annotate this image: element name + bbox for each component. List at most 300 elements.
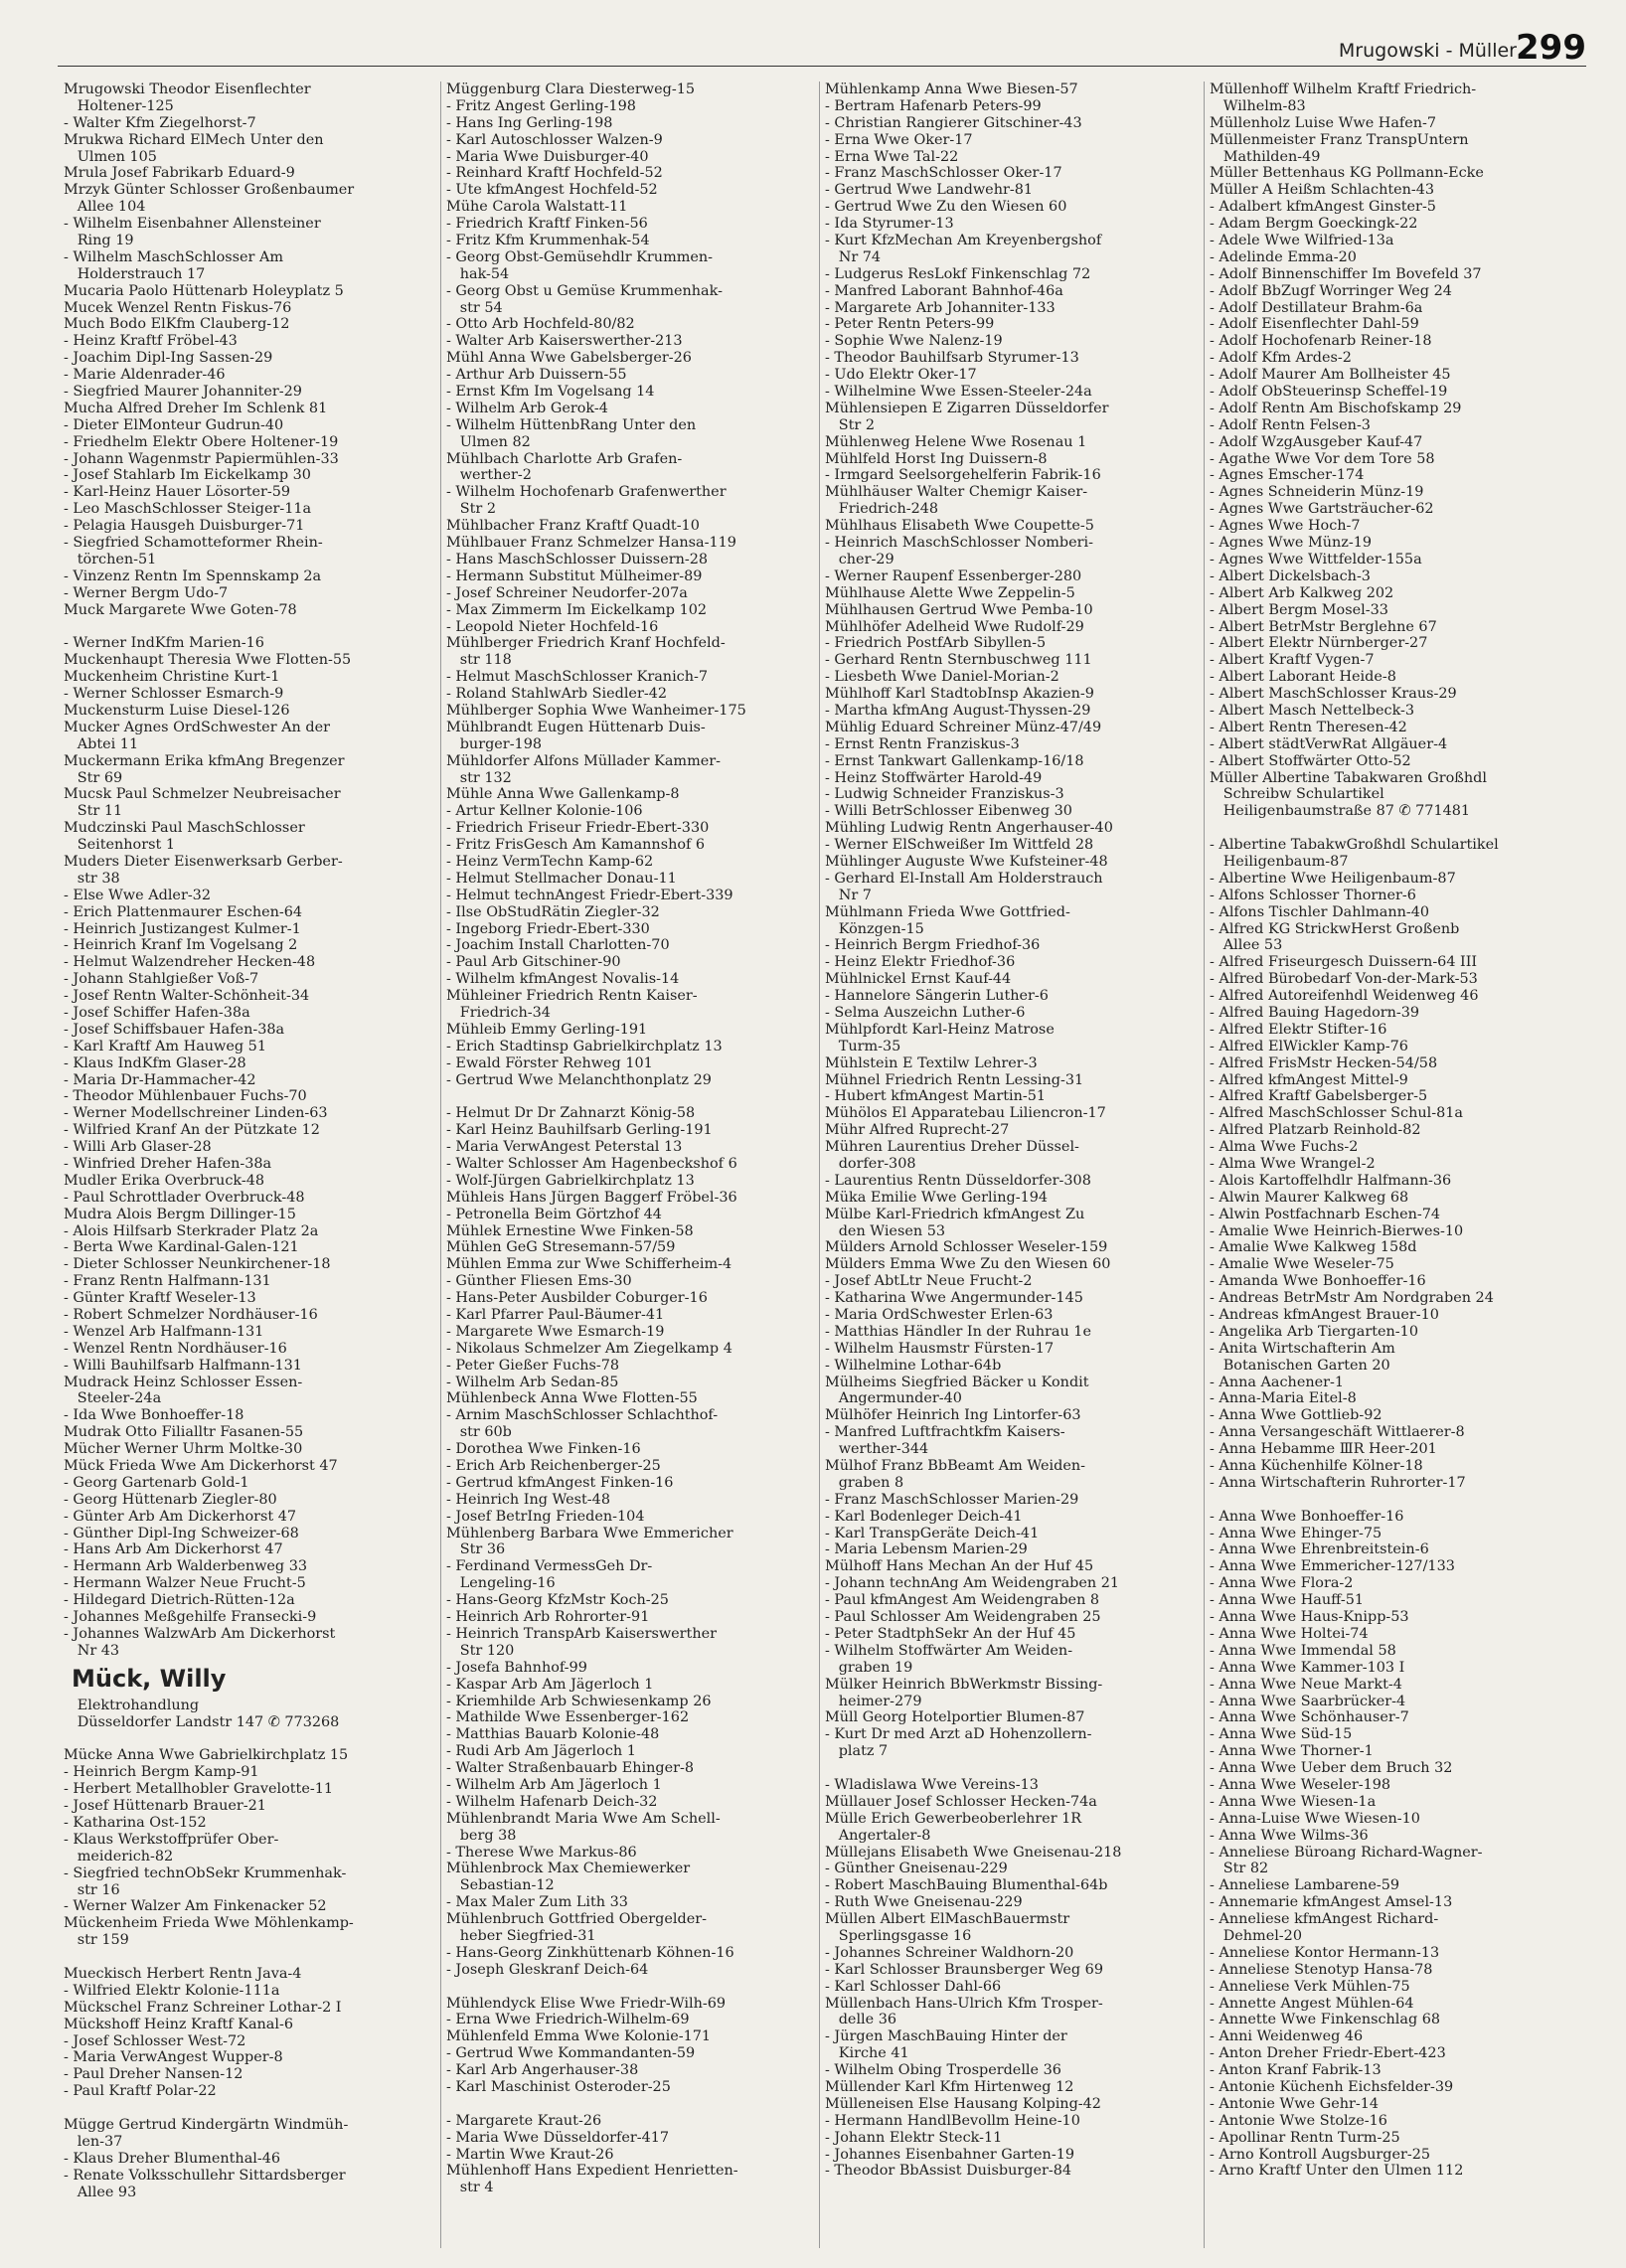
directory-entry: - Karl Autoschlosser Walzen-9 (446, 131, 663, 148)
directory-entry: - Ingeborg Friedr-Ebert-330 (446, 920, 650, 937)
directory-entry: - Walter Straßenbauarb Ehinger-8 (446, 1760, 694, 1777)
directory-entry: - Selma Auszeichn Luther-6 (825, 1004, 1026, 1021)
directory-entry: - Wilhelm Arb Am Jägerloch 1 (446, 1776, 662, 1793)
directory-entry: - Wilhelm Arb Gerok-4 (446, 400, 608, 416)
directory-entry: - Wilhelm Stoffwärter Am Weiden- (825, 1642, 1073, 1659)
directory-entry: Mühlenkamp Anna Wwe Biesen-57 (825, 81, 1078, 97)
directory-entry: - Christian Rangierer Gitschiner-43 (825, 114, 1082, 131)
directory-entry: - Arno Kraftf Unter den Ulmen 112 (1210, 2163, 1464, 2180)
directory-entry: Könzgen-15 (825, 920, 924, 937)
directory-entry: - Anna Wwe Süd-15 (1210, 1726, 1353, 1743)
directory-entry: hak-54 (446, 265, 510, 282)
directory-entry: str 54 (446, 299, 503, 316)
directory-entry (1210, 1492, 1585, 1509)
directory-entry: - Anneliese Lambarene-59 (1210, 1877, 1400, 1894)
directory-entry: Mühlenbruch Gottfried Obergelder- (446, 1911, 707, 1928)
directory-entry: - Anita Wirtschafterin Am (1210, 1340, 1395, 1357)
directory-entry: - Gertrud Wwe Kommandanten-59 (446, 2045, 696, 2062)
directory-entry: - Hildegard Dietrich-Rütten-12a (64, 1592, 295, 1609)
directory-entry: str 159 (64, 1932, 129, 1949)
directory-entry: - Hans-Peter Ausbilder Coburger-16 (446, 1290, 708, 1307)
directory-entry: Nr 7 (825, 887, 872, 903)
directory-entry: - Josef Schiffer Hafen-38a (64, 1004, 250, 1021)
directory-entry: - Adalbert kfmAngest Ginster-5 (1210, 199, 1436, 216)
directory-entry: - Josef Schreiner Neudorfer-207a (446, 584, 688, 601)
directory-entry: Mühlen Emma zur Wwe Schifferheim-4 (446, 1256, 732, 1273)
directory-entry: - Theodor Bauhilfsarb Styrumer-13 (825, 350, 1079, 367)
directory-entry: - Josef Schiffsbauer Hafen-38a (64, 1021, 285, 1038)
directory-entry: - Dorothea Wwe Finken-16 (446, 1441, 641, 1458)
directory-entry: Mülle Erich Gewerbeoberlehrer 1R (825, 1810, 1082, 1827)
directory-entry: - Otto Arb Hochfeld-80/82 (446, 316, 635, 333)
directory-entry: - Maria Wwe Duisburger-40 (446, 148, 649, 165)
directory-entry: - Adolf Binnenschiffer Im Bovefeld 37 (1210, 265, 1482, 282)
directory-entry: - Wilhelm Obing Trosperdelle 36 (825, 2062, 1061, 2079)
directory-entry: Müller Bettenhaus KG Pollmann-Ecke (1210, 165, 1484, 182)
directory-entry: - Theodor BbAssist Duisburger-84 (825, 2163, 1072, 2180)
page-header (58, 28, 1586, 67)
directory-entry: Abtei 11 (64, 735, 139, 752)
directory-entry: Mrzyk Günter Schlosser Großenbaumer (64, 182, 355, 199)
directory-entry: Mudrack Heinz Schlosser Essen- (64, 1374, 303, 1390)
directory-entry: Mühlenbrock Max Chemiewerker (446, 1861, 691, 1877)
directory-entry: - Walter Schlosser Am Hagenbeckshof 6 (446, 1156, 737, 1172)
directory-entry: burger-198 (446, 735, 543, 752)
directory-entry: - Arthur Arb Duissern-55 (446, 367, 627, 384)
directory-entry: - Alfred Platzarb Reinhold-82 (1210, 1122, 1421, 1139)
directory-entry: Müllauer Josef Schlosser Hecken-74a (825, 1793, 1097, 1810)
directory-entry: - Anna Hebamme ⅢR Heer-201 (1210, 1441, 1437, 1458)
directory-entry: graben 19 (825, 1659, 913, 1676)
directory-entry: - Dieter ElMonteur Gudrun-40 (64, 416, 284, 433)
directory-entry: - Heinrich Kranf Im Vogelsang 2 (64, 937, 298, 954)
directory-entry: - Fritz Kfm Krummenhak-54 (446, 233, 650, 249)
directory-entry: - Hubert kfmAngest Martin-51 (825, 1088, 1047, 1105)
directory-entry: Mudler Erika Overbruck-48 (64, 1172, 265, 1189)
directory-entry: - Albertine Wwe Heiligenbaum-87 (1210, 870, 1456, 887)
directory-entry: - Karl Kraftf Am Hauweg 51 (64, 1038, 266, 1054)
directory-entry: - Bertram Hafenarb Peters-99 (825, 97, 1042, 114)
directory-entry: Mülker Heinrich BbWerkmstr Bissing- (825, 1676, 1103, 1693)
directory-entry: - Anneliese kfmAngest Richard- (1210, 1911, 1439, 1928)
directory-entry: Mücke Anna Wwe Gabrielkirchplatz 15 (64, 1747, 349, 1764)
directory-entry: Müllenholz Luise Wwe Hafen-7 (1210, 114, 1437, 131)
directory-entry: - Ida Styrumer-13 (825, 216, 954, 233)
directory-entry: - Albert Rentn Theresen-42 (1210, 719, 1407, 735)
directory-entry: - Anna Aachener-1 (1210, 1374, 1345, 1390)
directory-entry: Mueckisch Herbert Rentn Java-4 (64, 1965, 302, 1982)
directory-entry: - Robert MaschBauing Blumenthal-64b (825, 1877, 1108, 1894)
directory-entry: - Josef BetrIng Frieden-104 (446, 1508, 645, 1525)
directory-entry: - Amalie Wwe Weseler-75 (1210, 1256, 1394, 1273)
directory-entry: - Erich Arb Reichenberger-25 (446, 1458, 661, 1475)
directory-entry: den Wiesen 53 (825, 1222, 946, 1239)
directory-entry: - Peter Gießer Fuchs-78 (446, 1357, 620, 1374)
directory-entry: - Agnes Schneiderin Münz-19 (1210, 484, 1424, 501)
directory-entry: - Anna Wirtschafterin Ruhrorter-17 (1210, 1474, 1466, 1491)
directory-entry: - Anna-Maria Eitel-8 (1210, 1390, 1357, 1407)
directory-entry: - Günter Kraftf Weseler-13 (64, 1290, 256, 1307)
directory-entry: - Anneliese Stenotyp Hansa-78 (1210, 1961, 1433, 1978)
directory-entry: - Dieter Schlosser Neunkirchener-18 (64, 1256, 331, 1273)
directory-entry: - Albertine TabakwGroßhdl Schulartikel (1210, 837, 1499, 854)
directory-entry: Mühr Alfred Ruprecht-27 (825, 1122, 1010, 1139)
directory-entry: - Erna Wwe Oker-17 (825, 131, 973, 148)
directory-entry: Mühling Ludwig Rentn Angerhauser-40 (825, 820, 1113, 837)
directory-entry: - Gerhard Rentn Sternbuschweg 111 (825, 652, 1092, 669)
directory-entry: - Klaus Dreher Blumenthal-46 (64, 2150, 281, 2167)
directory-entry: - Martha kfmAng August-Thyssen-29 (825, 702, 1091, 719)
directory-entry: Mühlenhoff Hans Expedient Henrietten- (446, 2163, 738, 2180)
directory-entry (1210, 820, 1585, 837)
directory-entry: len-37 (64, 2133, 123, 2150)
directory-entry: - Anna Versangeschäft Wittlaerer-8 (1210, 1424, 1465, 1441)
directory-entry: - Max Zimmerm Im Eickelkamp 102 (446, 601, 708, 618)
directory-entry: - Wilhelmine Wwe Essen-Steeler-24a (825, 384, 1092, 401)
directory-entry: Müll Georg Hotelportier Blumen-87 (825, 1709, 1085, 1726)
directory-entry: - Irmgard Seelsorgehelferin Fabrik-16 (825, 467, 1101, 484)
directory-entry: - Leopold Nieter Hochfeld-16 (446, 618, 659, 635)
directory-entry: - Vinzenz Rentn Im Spennskamp 2a (64, 567, 322, 584)
column-4 (1210, 81, 1585, 2248)
directory-entry: Muders Dieter Eisenwerksarb Gerber- (64, 853, 343, 870)
directory-entry: - Heinrich TranspArb Kaiserswerther (446, 1625, 717, 1642)
directory-entry: - Anna Wwe Neue Markt-4 (1210, 1676, 1402, 1693)
directory-entry: Mühl Anna Wwe Gabelsberger-26 (446, 350, 692, 367)
directory-entry: - Adele Wwe Wilfried-13a (1210, 233, 1394, 249)
directory-entry: - Karl Pfarrer Paul-Bäumer-41 (446, 1307, 665, 1324)
directory-entry: - Margarete Wwe Esmarch-19 (446, 1323, 665, 1340)
directory-entry: Mudrak Otto Filialltr Fasanen-55 (64, 1424, 304, 1441)
directory-entry: Mühlinger Auguste Wwe Kufsteiner-48 (825, 853, 1108, 870)
directory-entry: Elektrohandlung (64, 1697, 200, 1713)
directory-entry: - Alfons Tischler Dahlmann-40 (1210, 903, 1430, 920)
directory-entry: - Andreas BetrMstr Am Nordgraben 24 (1210, 1290, 1494, 1307)
directory-entry: - Heinrich Arb Rohrorter-91 (446, 1609, 650, 1626)
directory-entry: Mudczinski Paul MaschSchlosser (64, 820, 305, 837)
directory-entry: - Friedhelm Elektr Obere Holtener-19 (64, 433, 339, 450)
directory-entry: Muck Margarete Wwe Goten-78 (64, 601, 297, 618)
directory-entry: Müller A Heißm Schlachten-43 (1210, 182, 1435, 199)
directory-entry: Mrula Josef Fabrikarb Eduard-9 (64, 165, 295, 182)
directory-entry: Allee 93 (64, 2184, 137, 2200)
directory-entry: - Kurt Dr med Arzt aD Hohenzollern- (825, 1726, 1092, 1743)
directory-entry (64, 2100, 439, 2117)
directory-entry: Mühle Anna Wwe Gallenkamp-8 (446, 786, 680, 803)
directory-entry: - Max Maler Zum Lith 33 (446, 1894, 628, 1911)
directory-entry: Mühe Carola Walstatt-11 (446, 199, 628, 216)
directory-entry: - Albert städtVerwRat Allgäuer-4 (1210, 735, 1448, 752)
directory-entry: - Johann technAng Am Weidengraben 21 (825, 1575, 1120, 1592)
directory-entry: - Johannes Meßgehilfe Fransecki-9 (64, 1609, 317, 1626)
directory-entry: - Laurentius Rentn Düsseldorfer-308 (825, 1172, 1091, 1189)
page-number: 299 (1516, 28, 1586, 68)
directory-entry: - Wilhelm MaschSchlosser Am (64, 248, 284, 265)
directory-entry: - Anneliese Büroang Richard-Wagner- (1210, 1844, 1483, 1861)
directory-entry: - Adam Bergm Goeckingk-22 (1210, 216, 1418, 233)
directory-entry: - Ernst Tankwart Gallenkamp-16/18 (825, 752, 1084, 769)
directory-entry: - Gerhard El-Install Am Holderstrauch (825, 870, 1103, 887)
directory-entry: - Alfred Friseurgesch Duissern-64 III (1210, 954, 1478, 971)
directory-entry: - Anna Wwe Hauff-51 (1210, 1592, 1365, 1609)
directory-entry: Mücher Werner Uhrm Moltke-30 (64, 1441, 303, 1458)
directory-entry: - Gertrud Wwe Zu den Wiesen 60 (825, 199, 1067, 216)
directory-entry: - Leo MaschSchlosser Steiger-11a (64, 501, 312, 518)
directory-entry: - Katharina Ost-152 (64, 1814, 207, 1831)
directory-entry: törchen-51 (64, 551, 157, 567)
directory-entry: - Werner Walzer Am Finkenacker 52 (64, 1898, 327, 1915)
directory-entry: - Werner IndKfm Marien-16 (64, 635, 264, 652)
directory-entry: Sebastian-12 (446, 1877, 555, 1894)
directory-entry: - Ida Wwe Bonhoeffer-18 (64, 1407, 244, 1424)
directory-entry: - Liesbeth Wwe Daniel-Morian-2 (825, 669, 1059, 686)
directory-entry: Lengeling-16 (446, 1575, 556, 1592)
directory-entry: - Annemarie kfmAngest Amsel-13 (1210, 1894, 1453, 1911)
directory-entry: - Heinrich Justizangest Kulmer-1 (64, 920, 301, 937)
directory-entry: - Anneliese Kontor Hermann-13 (1210, 1944, 1440, 1961)
directory-entry: - Günther Gneisenau-229 (825, 1861, 1008, 1877)
directory-entry: Mucaria Paolo Hüttenarb Holeyplatz 5 (64, 282, 344, 299)
directory-entry: - Angelika Arb Tiergarten-10 (1210, 1323, 1418, 1340)
directory-entry: - Alwin Maurer Kalkweg 68 (1210, 1189, 1409, 1206)
directory-entry: - Amanda Wwe Bonhoeffer-16 (1210, 1273, 1426, 1290)
directory-entry: - Hermann HandlBevollm Heine-10 (825, 2112, 1080, 2129)
directory-entry: - Arnim MaschSchlosser Schlachthof- (446, 1407, 719, 1424)
directory-entry: Mühlbacher Franz Kraftf Quadt-10 (446, 518, 700, 535)
directory-entry: Nr 43 (64, 1642, 120, 1659)
directory-entry: - Wolf-Jürgen Gabrielkirchplatz 13 (446, 1172, 695, 1189)
directory-entry: - Wilfried Kranf An der Pützkate 12 (64, 1122, 320, 1139)
directory-entry: Mülheims Siegfried Bäcker u Kondit (825, 1374, 1089, 1390)
directory-entry: Mügge Gertrud Kindergärtn Windmüh- (64, 2116, 349, 2133)
directory-entry: Allee 53 (1210, 937, 1283, 954)
directory-entry: Ulmen 82 (446, 433, 531, 450)
directory-entry: - Petronella Beim Görtzhof 44 (446, 1206, 662, 1222)
directory-entry: - Siegfried Schamotteformer Rhein- (64, 535, 323, 552)
directory-entry: - Fritz FrisGesch Am Kamannshof 6 (446, 837, 706, 854)
directory-entry: - Renate Volksschullehr Sittardsberger (64, 2167, 346, 2184)
directory-entry: - Johann Elektr Steck-11 (825, 2129, 1003, 2146)
directory-entry: Mühlig Eduard Schreiner Münz-47/49 (825, 719, 1102, 735)
directory-entry: - Karl Schlosser Braunsberger Weg 69 (825, 1961, 1103, 1978)
directory-entry: Müllen Albert ElMaschBauermstr (825, 1911, 1070, 1928)
directory-entry: - Werner Modellschreiner Linden-63 (64, 1105, 328, 1122)
directory-entry: Ring 19 (64, 233, 134, 249)
directory-entry: - Karl Heinz Bauhilfsarb Gerling-191 (446, 1122, 713, 1139)
directory-entry: - Udo Elektr Oker-17 (825, 367, 977, 384)
directory-entry: - Anna-Luise Wwe Wiesen-10 (1210, 1810, 1420, 1827)
directory-entry: - Klaus IndKfm Glaser-28 (64, 1054, 246, 1071)
directory-entry: - Manfred Luftfrachtkfm Kaisers- (825, 1424, 1065, 1441)
directory-entry: - Albert Arb Kalkweg 202 (1210, 584, 1394, 601)
directory-entry: - Therese Wwe Markus-86 (446, 1844, 637, 1861)
directory-entry: - Arno Kontroll Augsburger-25 (1210, 2146, 1431, 2163)
directory-entry: - Anna Wwe Gottlieb-92 (1210, 1407, 1382, 1424)
directory-entry: - Nikolaus Schmelzer Am Ziegelkamp 4 (446, 1340, 732, 1357)
directory-entry: Mühölos El Apparatebau Liliencron-17 (825, 1105, 1106, 1122)
directory-entry: Str 2 (446, 501, 496, 518)
directory-entry: - Wilfried Elektr Kolonie-111a (64, 1982, 280, 1999)
directory-entry: Friedrich-34 (446, 1004, 551, 1021)
directory-entry: - Johannes Schreiner Waldhorn-20 (825, 1944, 1074, 1961)
directory-entry: - Heinrich MaschSchlosser Nomberi- (825, 535, 1093, 552)
directory-entry: - Manfred Laborant Bahnhof-46a (825, 282, 1063, 299)
directory-entry: cher-29 (825, 551, 894, 567)
directory-entry: Mühlhäuser Walter Chemigr Kaiser- (825, 484, 1088, 501)
directory-entry: Mülhof Franz BbBeamt Am Weiden- (825, 1458, 1085, 1475)
directory-entry: Mühlnickel Ernst Kauf-44 (825, 971, 1012, 988)
directory-entry: - Reinhard Kraftf Hochfeld-52 (446, 165, 663, 182)
directory-entry: Kirche 41 (825, 2045, 909, 2062)
directory-entry: Müllenhoff Wilhelm Kraftf Friedrich- (1210, 81, 1477, 97)
directory-entry: - Amalie Wwe Heinrich-Bierwes-10 (1210, 1222, 1464, 1239)
directory-entry: - Artur Kellner Kolonie-106 (446, 803, 643, 820)
directory-entry: - Albert BetrMstr Berglehne 67 (1210, 618, 1437, 635)
directory-entry: - Hans Arb Am Dickerhorst 47 (64, 1541, 283, 1558)
directory-entry: Seitenhorst 1 (64, 837, 175, 854)
directory-entry: - Alwin Postfachnarb Eschen-74 (1210, 1206, 1441, 1222)
directory-entry: - Albert Stoffwärter Otto-52 (1210, 752, 1411, 769)
directory-entry: - Hans Ing Gerling-198 (446, 114, 613, 131)
directory-entry: - Alfred ElWickler Kamp-76 (1210, 1038, 1408, 1054)
directory-entry: str 60b (446, 1424, 512, 1441)
column-divider (1204, 81, 1205, 2248)
directory-entry: Mühleis Hans Jürgen Baggerf Fröbel-36 (446, 1189, 737, 1206)
directory-entry: - Albert Dickelsbach-3 (1210, 567, 1371, 584)
directory-entry: - Adelinde Emma-20 (1210, 248, 1357, 265)
directory-entry: - Johannes Eisenbahner Garten-19 (825, 2146, 1074, 2163)
directory-entry: Nr 74 (825, 248, 882, 265)
directory-entry: Mülbe Karl-Friedrich kfmAngest Zu (825, 1206, 1085, 1222)
directory-entry: Ulmen 105 (64, 148, 157, 165)
directory-entry: - Albert Kraftf Vygen-7 (1210, 652, 1375, 669)
directory-entry: - Hermann Arb Walderbenweg 33 (64, 1558, 308, 1575)
directory-entry: - Wilhelm Eisenbahner Allensteiner (64, 216, 321, 233)
directory-entry: - Ilse ObStudRätin Ziegler-32 (446, 903, 660, 920)
directory-entry: - Paul Schlosser Am Weidengraben 25 (825, 1609, 1101, 1626)
directory-entry: - Alma Wwe Wrangel-2 (1210, 1156, 1376, 1172)
directory-entry: - Erna Wwe Friedrich-Wilhelm-69 (446, 2012, 690, 2028)
directory-entry: Mrukwa Richard ElMech Unter den (64, 131, 324, 148)
directory-entry: Steeler-24a (64, 1390, 162, 1407)
directory-entry: - Ute kfmAngest Hochfeld-52 (446, 182, 658, 199)
directory-entry: - Agnes Wwe Hoch-7 (1210, 518, 1361, 535)
directory-entry: Mudra Alois Bergm Dillinger-15 (64, 1206, 296, 1222)
directory-entry: - Adolf WzgAusgeber Kauf-47 (1210, 433, 1423, 450)
directory-entry: - Anna Wwe Haus-Knipp-53 (1210, 1609, 1409, 1626)
directory-entry: - Georg Obst u Gemüse Krummenhak- (446, 282, 723, 299)
directory-entry: - Friedrich Friseur Friedr-Ebert-330 (446, 820, 710, 837)
advertisement-heading: Mück, Willy (72, 1664, 227, 1693)
directory-entry: - Annette Wwe Finkenschlag 68 (1210, 2012, 1441, 2028)
directory-entry: - Wilhelm HüttenbRang Unter den (446, 416, 697, 433)
directory-entry: - Helmut Walzendreher Hecken-48 (64, 954, 316, 971)
directory-entry: - Heinz Stoffwärter Harold-49 (825, 769, 1043, 786)
directory-entry: Mühleib Emmy Gerling-191 (446, 1021, 648, 1038)
directory-entry: - Wilhelm Arb Sedan-85 (446, 1374, 619, 1390)
directory-entry: - Anna Wwe Bonhoeffer-16 (1210, 1508, 1404, 1525)
directory-entry: - Karl Arb Angerhauser-38 (446, 2062, 639, 2079)
directory-entry: - Kaspar Arb Am Jägerloch 1 (446, 1676, 654, 1693)
directory-entry: Müllejans Elisabeth Wwe Gneisenau-218 (825, 1844, 1122, 1861)
directory-entry: - Anna Wwe Holtei-74 (1210, 1625, 1369, 1642)
directory-entry: - Karl Schlosser Dahl-66 (825, 1978, 1002, 1995)
directory-entry: Düsseldorfer Landstr 147 ✆ 773268 (64, 1713, 340, 1730)
directory-entry: Mrugowski Theodor Eisenflechter (64, 81, 311, 97)
directory-entry: - Wenzel Rentn Nordhäuser-16 (64, 1340, 287, 1357)
directory-entry: - Ruth Wwe Gneisenau-229 (825, 1894, 1023, 1911)
directory-entry: - Alfons Schlosser Thorner-6 (1210, 887, 1416, 903)
directory-entry: Mucker Agnes OrdSchwester An der (64, 719, 330, 735)
directory-entry: - Josef Stahlarb Im Eickelkamp 30 (64, 467, 311, 484)
directory-entry: - Mathilde Wwe Essenberger-162 (446, 1709, 690, 1726)
directory-entry: - Alfred Autoreifenhdl Weidenweg 46 (1210, 988, 1479, 1005)
directory-entry: - Wenzel Arb Halfmann-131 (64, 1323, 264, 1340)
directory-entry: - Adolf Rentn Am Bischofskamp 29 (1210, 400, 1462, 416)
directory-entry: Friedrich-248 (825, 501, 939, 518)
directory-entry: - Wilhelm Hafenarb Deich-32 (446, 1793, 658, 1810)
directory-entry: - Erna Wwe Tal-22 (825, 148, 959, 165)
directory-entry: Mückenheim Frieda Wwe Möhlenkamp- (64, 1915, 354, 1932)
directory-entry: str 38 (64, 870, 120, 887)
directory-entry: - Anna Wwe Immendal 58 (1210, 1642, 1396, 1659)
directory-entry: - Winfried Dreher Hafen-38a (64, 1156, 272, 1172)
directory-entry: Mückschel Franz Schreiner Lothar-2 I (64, 1999, 342, 2016)
directory-entry: Angertaler-8 (825, 1827, 931, 1844)
directory-entry: Mück Frieda Wwe Am Dickerhorst 47 (64, 1458, 338, 1475)
directory-entry: - Josef Hüttenarb Brauer-21 (64, 1798, 266, 1815)
directory-entry: Mülhoff Hans Mechan An der Huf 45 (825, 1558, 1094, 1575)
directory-entry: Mathilden-49 (1210, 148, 1321, 165)
directory-entry: Müller Albertine Tabakwaren Großhdl (1210, 769, 1487, 786)
directory-entry: - Albert MaschSchlosser Kraus-29 (1210, 686, 1457, 703)
directory-entry: Mühnel Friedrich Rentn Lessing-31 (825, 1071, 1084, 1088)
directory-entry: - Herbert Metallhobler Gravelotte-11 (64, 1781, 334, 1798)
directory-entry: - Franz Rentn Halfmann-131 (64, 1273, 271, 1290)
directory-entry: Mühlberger Sophia Wwe Wanheimer-175 (446, 702, 746, 719)
directory-entry: Mühlen GeG Stresemann-57/59 (446, 1239, 676, 1256)
directory-entry: - Albert Laborant Heide-8 (1210, 669, 1396, 686)
directory-entry: meiderich-82 (64, 1848, 174, 1864)
directory-entry: - Heinrich Ing West-48 (446, 1491, 610, 1508)
directory-entry: - Adolf Destillateur Brahm-6a (1210, 299, 1423, 316)
directory-entry (64, 1949, 439, 1966)
directory-entry: Schreibw Schulartikel (1210, 786, 1384, 803)
directory-entry: - Marie Aldenrader-46 (64, 367, 226, 384)
directory-entry: Mühlhaus Elisabeth Wwe Coupette-5 (825, 518, 1094, 535)
directory-entry: werther-2 (446, 467, 532, 484)
directory-entry: Allee 104 (64, 199, 146, 216)
directory-entry: - Gertrud Wwe Melanchthonplatz 29 (446, 1071, 712, 1088)
directory-entry: Mühlberger Friedrich Kranf Hochfeld- (446, 635, 726, 652)
directory-entry: - Agnes Emscher-174 (1210, 467, 1365, 484)
directory-entry: heber Siegfried-31 (446, 1927, 596, 1944)
directory-entry: - Anna Wwe Ueber dem Bruch 32 (1210, 1760, 1453, 1777)
directory-entry: - Wladislawa Wwe Vereins-13 (825, 1776, 1039, 1793)
directory-entry: Mühren Laurentius Dreher Düssel- (825, 1139, 1079, 1156)
directory-entry: Sperlingsgasse 16 (825, 1927, 972, 1944)
directory-entry: - Karl Maschinist Osteroder-25 (446, 2078, 671, 2095)
directory-entry: - Anna Wwe Saarbrücker-4 (1210, 1693, 1406, 1709)
directory-entry: Mühlhause Alette Wwe Zeppelin-5 (825, 584, 1075, 601)
directory-entry: - Rudi Arb Am Jägerloch 1 (446, 1743, 636, 1760)
directory-entry: Heiligenbaum-87 (1210, 853, 1349, 870)
directory-entry: - Hans MaschSchlosser Duissern-28 (446, 551, 709, 567)
directory-entry: Mühlenweg Helene Wwe Rosenau 1 (825, 433, 1087, 450)
directory-entry: - Gertrud kfmAngest Finken-16 (446, 1474, 674, 1491)
directory-entry: - Josef Schlosser West-72 (64, 2032, 246, 2049)
directory-entry: - Antonie Wwe Gehr-14 (1210, 2095, 1380, 2112)
